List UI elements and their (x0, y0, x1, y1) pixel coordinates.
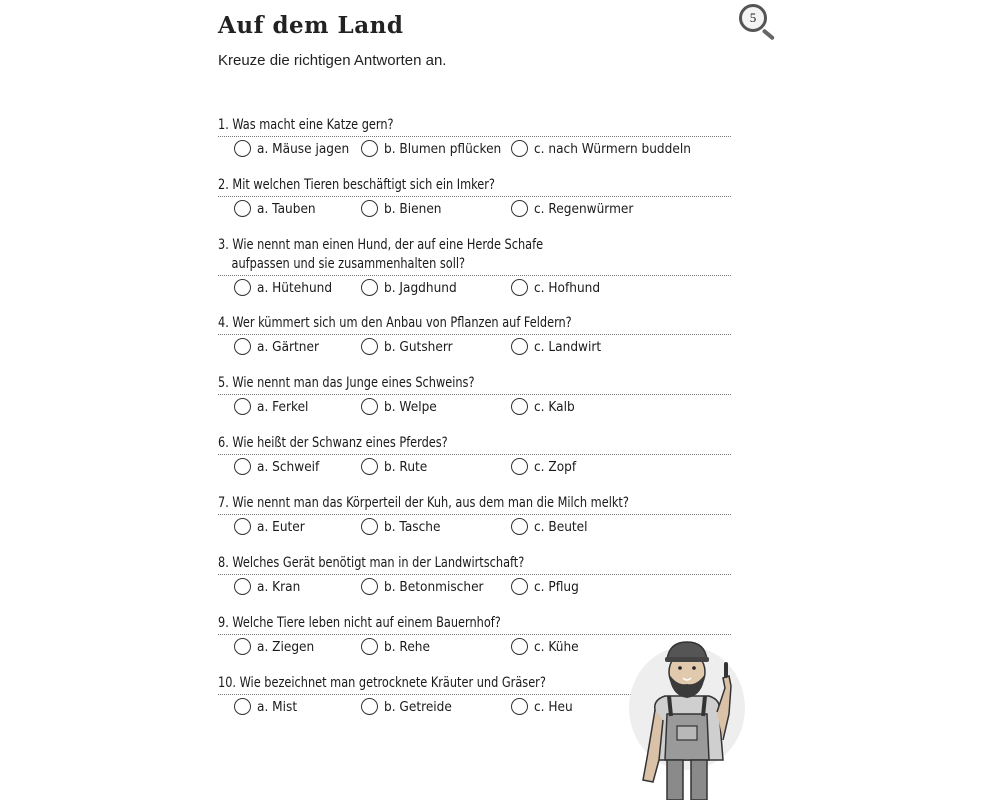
question-6 (218, 434, 733, 482)
option-b[interactable] (361, 518, 447, 535)
option-label: c. Heu (534, 698, 573, 715)
question-2 (218, 176, 733, 224)
option-a[interactable] (234, 279, 340, 296)
option-label: a. Hütehund (257, 279, 333, 296)
option-label: c. Kühe (534, 638, 579, 655)
option-label: b. Gutsherr (384, 338, 453, 355)
option-label: a. Schweif (257, 458, 320, 475)
option-label: c. Landwirt (534, 338, 602, 355)
option-b[interactable] (361, 279, 465, 296)
radio-circle[interactable] (511, 279, 528, 296)
radio-circle[interactable] (361, 458, 378, 475)
radio-circle[interactable] (511, 578, 528, 595)
option-label: b. Tasche (384, 518, 441, 535)
question-text: 7. Wie nennt man das Körperteil der Kuh, aus dem man die Milch melkt? (218, 495, 629, 511)
option-b[interactable] (361, 458, 432, 475)
option-c[interactable] (511, 398, 579, 415)
radio-circle[interactable] (234, 398, 251, 415)
option-c[interactable] (511, 638, 584, 655)
option-a[interactable] (234, 398, 314, 415)
option-a[interactable] (234, 140, 359, 157)
question-text: 1. Was macht eine Katze gern? (218, 117, 394, 133)
dotted-line (218, 394, 731, 395)
option-b[interactable] (361, 578, 495, 595)
dotted-line (218, 275, 731, 276)
radio-circle[interactable] (234, 518, 251, 535)
option-b[interactable] (361, 200, 448, 217)
dotted-line (218, 574, 731, 575)
radio-circle[interactable] (511, 638, 528, 655)
radio-circle[interactable] (511, 140, 528, 157)
question-text-continued: aufpassen und sie zusammenhalten soll? (231, 256, 466, 272)
option-b[interactable] (361, 638, 435, 655)
option-c[interactable] (511, 458, 581, 475)
radio-circle[interactable] (361, 279, 378, 296)
radio-circle[interactable] (361, 638, 378, 655)
radio-circle[interactable] (361, 698, 378, 715)
radio-circle[interactable] (234, 279, 251, 296)
option-label: a. Ferkel (257, 398, 309, 415)
question-1 (218, 116, 733, 164)
instruction-text: Kreuze die richtigen Antworten an. (218, 52, 447, 69)
option-label: c. Zopf (534, 458, 577, 475)
radio-circle[interactable] (234, 140, 251, 157)
option-label: b. Rehe (384, 638, 430, 655)
option-a[interactable] (234, 698, 302, 715)
page-title: Auf dem Land (218, 12, 404, 39)
option-label: b. Jagdhund (384, 279, 457, 296)
option-label: b. Welpe (384, 398, 437, 415)
option-label: a. Mist (257, 698, 298, 715)
option-a[interactable] (234, 518, 310, 535)
question-text: 8. Welches Gerät benötigt man in der Landwirtschaft? (218, 555, 525, 571)
option-c[interactable] (511, 338, 609, 355)
option-c[interactable] (511, 200, 644, 217)
question-text: 10. Wie bezeichnet man getrocknete Kräuter und Gräser? (218, 675, 546, 691)
option-label: b. Getreide (384, 698, 452, 715)
magnifier-icon (739, 4, 783, 40)
option-c[interactable] (511, 279, 607, 296)
option-c[interactable] (511, 140, 708, 157)
radio-circle[interactable] (234, 698, 251, 715)
option-label: a. Gärtner (257, 338, 319, 355)
radio-circle[interactable] (511, 200, 528, 217)
question-5 (218, 374, 733, 422)
page-number: 5 (739, 4, 767, 32)
radio-circle[interactable] (361, 140, 378, 157)
radio-circle[interactable] (361, 398, 378, 415)
option-label: c. Regenwürmer (534, 200, 634, 217)
radio-circle[interactable] (234, 458, 251, 475)
option-label: a. Tauben (257, 200, 316, 217)
radio-circle[interactable] (234, 338, 251, 355)
option-label: a. Ziegen (257, 638, 315, 655)
option-a[interactable] (234, 200, 322, 217)
option-b[interactable] (361, 338, 460, 355)
radio-circle[interactable] (361, 338, 378, 355)
option-label: b. Rute (384, 458, 428, 475)
option-c[interactable] (511, 698, 577, 715)
radio-circle[interactable] (511, 698, 528, 715)
option-label: c. Beutel (534, 518, 588, 535)
dotted-line (218, 196, 731, 197)
option-b[interactable] (361, 398, 443, 415)
option-label: b. Bienen (384, 200, 442, 217)
dotted-line (218, 454, 731, 455)
radio-circle[interactable] (234, 578, 251, 595)
option-c[interactable] (511, 578, 584, 595)
question-3 (218, 236, 733, 303)
question-text: 2. Mit welchen Tieren beschäftigt sich ein Imker? (218, 177, 495, 193)
option-label: b. Blumen pflücken (384, 140, 502, 157)
dotted-line (218, 136, 731, 137)
radio-circle[interactable] (511, 398, 528, 415)
option-label: c. nach Würmern buddeln (534, 140, 691, 157)
dotted-line (218, 514, 731, 515)
option-a[interactable] (234, 458, 326, 475)
magnifier-handle (762, 28, 775, 40)
option-label: a. Kran (257, 578, 301, 595)
option-a[interactable] (234, 578, 305, 595)
question-text: 9. Welche Tiere leben nicht auf einem Bauernhof? (218, 615, 501, 631)
question-8 (218, 554, 733, 602)
radio-circle[interactable] (234, 200, 251, 217)
option-label: c. Hofhund (534, 279, 601, 296)
question-7 (218, 494, 733, 542)
option-label: b. Betonmischer (384, 578, 484, 595)
option-b[interactable] (361, 140, 514, 157)
radio-circle[interactable] (511, 458, 528, 475)
radio-circle[interactable] (361, 518, 378, 535)
dotted-line (218, 334, 731, 335)
question-4 (218, 314, 733, 362)
radio-circle[interactable] (511, 338, 528, 355)
question-text: 3. Wie nennt man einen Hund, der auf eine Herde Schafe (218, 237, 544, 253)
question-text: 4. Wer kümmert sich um den Anbau von Pflanzen auf Feldern? (218, 315, 572, 331)
farmer-illustration (625, 630, 750, 800)
radio-circle[interactable] (361, 200, 378, 217)
option-b[interactable] (361, 698, 459, 715)
question-text: 6. Wie heißt der Schwanz eines Pferdes? (218, 435, 448, 451)
overalls-pocket (677, 726, 697, 740)
radio-circle[interactable] (511, 518, 528, 535)
option-label: c. Kalb (534, 398, 575, 415)
question-text: 5. Wie nennt man das Junge eines Schweins? (218, 375, 475, 391)
option-label: c. Pflug (534, 578, 579, 595)
radio-circle[interactable] (361, 578, 378, 595)
option-label: a. Euter (257, 518, 305, 535)
option-label: a. Mäuse jagen (257, 140, 350, 157)
option-c[interactable] (511, 518, 593, 535)
option-a[interactable] (234, 338, 326, 355)
option-a[interactable] (234, 638, 321, 655)
radio-circle[interactable] (234, 638, 251, 655)
